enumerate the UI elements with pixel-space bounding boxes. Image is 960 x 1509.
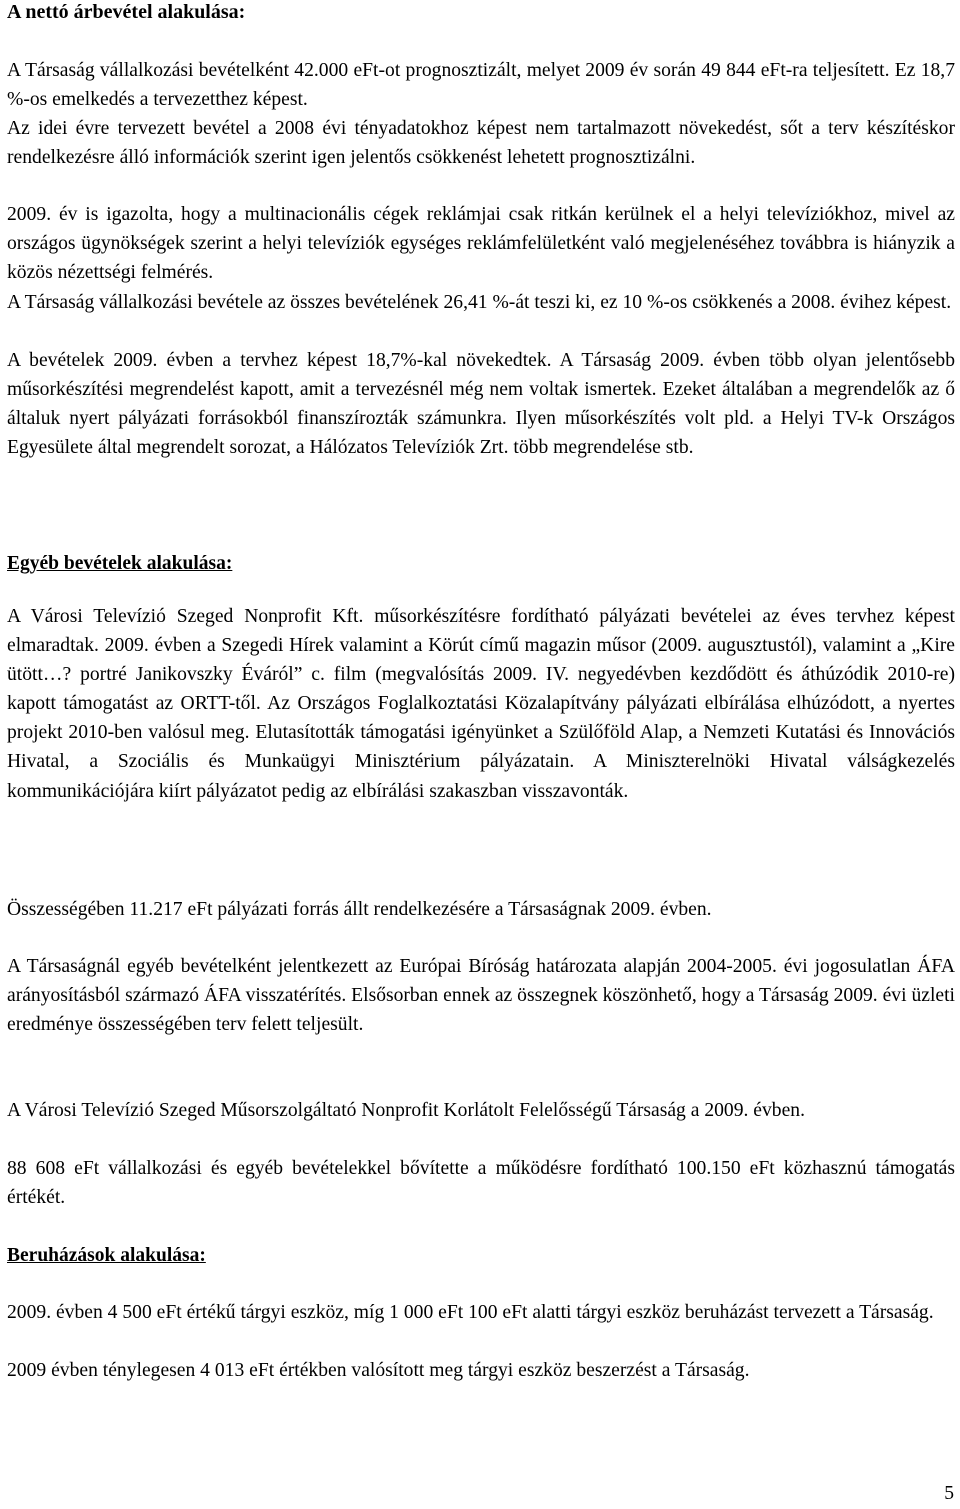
heading-investments: Beruházások alakulása: <box>7 1245 206 1266</box>
paragraph-planned-revenue: Az idei évre tervezett bevétel a 2008 évi tényadatokhoz képest nem tartalmazott növekedést, sőt a terv készítéskor rendelkezésre álló információk szerint igen jelentős csökkenést lehetett prognosztizálni. <box>7 118 955 169</box>
paragraph-planned-investment: 2009. évben 4 500 eFt értékű tárgyi eszköz, míg 1 000 eFt 100 eFt alatti tárgyi eszköz beruházást tervezett a Társaság. <box>7 1302 934 1323</box>
heading-net-revenue: A nettó árbevétel alakulása: <box>7 1 246 23</box>
heading-other-revenues: Egyéb bevételek alakulása: <box>7 553 233 574</box>
paragraph-vat-refund: A Társaságnál egyéb bevételként jelentkezett az Európai Bíróság határozata alapján 2004-2005. évi jogosulatlan ÁFA arányosításból származó ÁFA visszatérítés. Elsősorban ennek az összegnek köszönhető, hogy a Társaság 2009. évi üzleti eredménye összességében terv felett teljesült. <box>7 956 955 1036</box>
paragraph-public-support: 88 608 eFt vállalkozási és egyéb bevételekkel bővítette a működésre fordítható 100.150 eFt közhasznú támogatás értékét. <box>7 1158 955 1209</box>
paragraph-total-grants: Összességében 11.217 eFt pályázati forrás állt rendelkezésére a Társaságnak 2009. évben. <box>7 899 712 920</box>
paragraph-business-revenue-share: A Társaság vállalkozási bevétele az összes bevételének 26,41 %-át teszi ki, ez 10 %-os csökkenés a 2008. évihez képest. <box>7 292 952 313</box>
paragraph-actual-investment: 2009 évben ténylegesen 4 013 eFt értékben valósított meg tárgyi eszköz beszerzést a Társaság. <box>7 1360 750 1381</box>
paragraph-multinational-ads: 2009. év is igazolta, hogy a multinacionális cégek reklámjai csak ritkán kerülnek el a helyi televíziókhoz, mivel az országos ügynökségek szerint a helyi televíziók egységes reklámfelületként való megjelenéséhez továbbra is hiányzik a közös nézettségi felmérés. <box>7 204 955 284</box>
paragraph-company-name: A Városi Televízió Szeged Műsorszolgáltató Nonprofit Korlátolt Felelősségű Társaság a 2009. évben. <box>7 1100 805 1121</box>
paragraph-revenue-forecast: A Társaság vállalkozási bevételként 42.000 eFt-ot prognosztizált, melyet 2009 év során 49 844 eFt-ra teljesített. Ez 18,7 %-os emelkedés a tervezetthez képest. <box>7 60 955 111</box>
page-number: 5 <box>944 1483 954 1504</box>
paragraph-revenue-growth: A bevételek 2009. évben a tervhez képest 18,7%-kal növekedtek. A Társaság 2009. évben több olyan jelentősebb műsorkészítési megrendelést kapott, amit a tervezésnél még nem voltak ismertek. Ezeket általában a megrendelők az ő általuk nyert pályázati forrásokból finanszírozták számunkra. Ilyen műsorkészítés volt pld. a Helyi TV-k Országos Egyesülete által megrendelt sorozat, a Hálózatos Televíziók Zrt. több megrendelése stb. <box>7 350 955 459</box>
paragraph-grant-revenues: A Városi Televízió Szeged Nonprofit Kft. műsorkészítésre fordítható pályázati bevételei az éves tervhez képest elmaradtak. 2009. évben a Szegedi Hírek valamint a Körút című magazin műsor (2009. augusztustól), valamint a „Kire ütött…? portré Janikovszky Éváról” c. film (megvalósítás 2009. IV. negyedévben kezdődött és áthúzódik 2010-re) kapott támogatást az ORTT-től. Az Országos Foglalkoztatási Közalapítvány pályázati elbírálása elhúzódott, a nyertes projekt 2010-ben valósul meg. Elutasították támogatási igényünket a Szülőföld Alap, a Nemzeti Kutatási és Innovációs Hivatal, a Szociális és Munkaügyi Minisztérium pályázatain. A Miniszterelnöki Hivatal válságkezelés kommunikációjára kiírt pályázatot pedig az elbírálási szakaszban visszavonták. <box>7 606 955 802</box>
